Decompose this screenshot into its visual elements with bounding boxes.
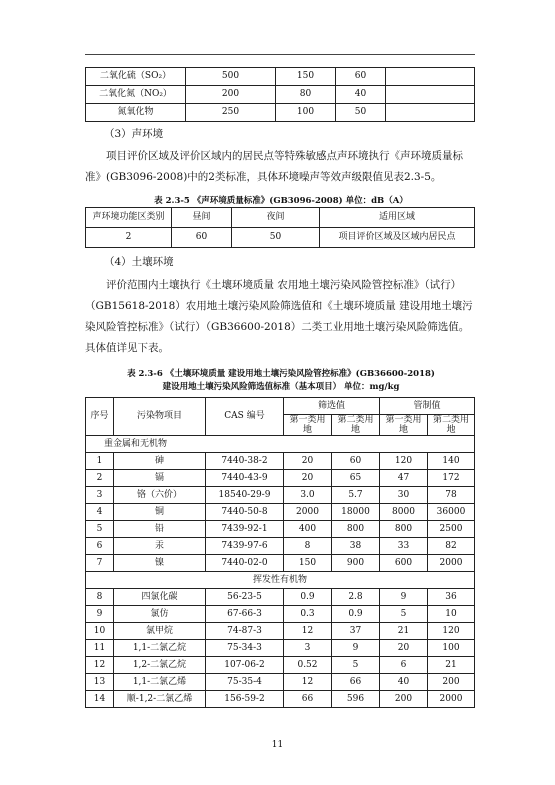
- air-quality-table-continued: [85, 67, 475, 122]
- table-cell: 0.9: [284, 589, 332, 606]
- table-cell: 7: [86, 555, 114, 572]
- col-header-cat1: 第一类用地: [380, 415, 428, 436]
- table-cell: 50: [232, 228, 320, 248]
- table-cell: 120: [428, 623, 475, 640]
- table-row: [86, 104, 475, 122]
- table-cell: 氮氧化物: [86, 104, 186, 122]
- table-cell: 596: [332, 691, 380, 708]
- table-cell: 7440-02-0: [206, 555, 284, 572]
- table-cell: 8: [284, 538, 332, 555]
- table-cell: 800: [380, 521, 428, 538]
- table-cell: 8000: [380, 504, 428, 521]
- table-row: [86, 589, 475, 606]
- table-cell: 10: [86, 623, 114, 640]
- table-cell: 2000: [284, 504, 332, 521]
- table-row: [86, 538, 475, 555]
- table-cell: 4: [86, 504, 114, 521]
- table-cell: 7439-97-6: [206, 538, 284, 555]
- table-row: [86, 68, 475, 86]
- table-cell: 铅: [114, 521, 206, 538]
- table-cell: 项目评价区域及区域内居民点: [320, 228, 475, 248]
- table-row: [86, 657, 475, 674]
- table-row: [86, 674, 475, 691]
- col-header-control: 管制值: [380, 398, 475, 415]
- table-cell: 10: [428, 606, 475, 623]
- table-cell: 500: [186, 68, 276, 86]
- table-cell: 四氯化碳: [114, 589, 206, 606]
- table-cell: 18540-29-9: [206, 487, 284, 504]
- table-cell: 铜: [114, 504, 206, 521]
- table-row: [86, 470, 475, 487]
- table-cell: 7440-50-8: [206, 504, 284, 521]
- table-cell-empty: [386, 104, 475, 122]
- col-header: 声环境功能区类别: [86, 208, 172, 228]
- table-row: [86, 691, 475, 708]
- table-cell: 60: [332, 453, 380, 470]
- table-cell: 1: [86, 453, 114, 470]
- group-heading-metals: 重金属和无机物: [86, 436, 475, 453]
- table-cell: 2: [86, 228, 172, 248]
- table-cell: 12: [284, 623, 332, 640]
- table-2-3-6-caption-line1: 表 2.3-6 《土壤环境质量 建设用地土壤污染风险管控标准》(GB36600-2018): [127, 369, 435, 379]
- section-heading-noise: （3）声环境: [104, 128, 164, 140]
- table-cell: 66: [332, 674, 380, 691]
- table-cell: 80: [276, 86, 336, 104]
- table-cell: 氯甲烷: [114, 623, 206, 640]
- noise-standard-table: [85, 207, 475, 248]
- table-cell: 9: [380, 589, 428, 606]
- table-cell: 9: [86, 606, 114, 623]
- table-cell: 氯仿: [114, 606, 206, 623]
- table-cell: 2000: [428, 555, 475, 572]
- table-cell: 65: [332, 470, 380, 487]
- table-cell: 镍: [114, 555, 206, 572]
- table-cell: 120: [380, 453, 428, 470]
- table-row: [86, 504, 475, 521]
- table-cell: 40: [336, 86, 386, 104]
- table-row: [86, 521, 475, 538]
- table-cell: 74-87-3: [206, 623, 284, 640]
- table-cell: 5: [86, 521, 114, 538]
- table-cell: 二氧化氮（NO₂）: [86, 86, 186, 104]
- table-cell: 6: [380, 657, 428, 674]
- table-cell: 60: [336, 68, 386, 86]
- table-cell: 47: [380, 470, 428, 487]
- table-row: [86, 453, 475, 470]
- table-cell: 砷: [114, 453, 206, 470]
- table-cell: 900: [332, 555, 380, 572]
- table-cell: 1,2-二氯乙烷: [114, 657, 206, 674]
- table-cell: 2500: [428, 521, 475, 538]
- table-cell: 3.0: [284, 487, 332, 504]
- table-row: [86, 555, 475, 572]
- col-header: 夜间: [232, 208, 320, 228]
- table-cell: 100: [428, 640, 475, 657]
- table-cell: 60: [172, 228, 232, 248]
- table-cell: 5: [332, 657, 380, 674]
- table-cell: 6: [86, 538, 114, 555]
- table-cell: 汞: [114, 538, 206, 555]
- table-cell: 82: [428, 538, 475, 555]
- table-cell: 1,1-二氯乙烷: [114, 640, 206, 657]
- table-cell: 150: [276, 68, 336, 86]
- table-cell: 107-06-2: [206, 657, 284, 674]
- table-cell: 0.3: [284, 606, 332, 623]
- table-cell: 200: [186, 86, 276, 104]
- table-cell: 600: [380, 555, 428, 572]
- table-cell: 3: [86, 487, 114, 504]
- table-cell: 铬（六价）: [114, 487, 206, 504]
- col-header-item: 污染物项目: [114, 398, 206, 436]
- col-header: 昼间: [172, 208, 232, 228]
- col-header-cas: CAS 编号: [206, 398, 284, 436]
- col-header-screening: 筛选值: [284, 398, 380, 415]
- table-cell: 5.7: [332, 487, 380, 504]
- table-cell: 1,1-二氯乙烯: [114, 674, 206, 691]
- table-cell: 172: [428, 470, 475, 487]
- table-cell: 156-59-2: [206, 691, 284, 708]
- table-cell: 20: [380, 640, 428, 657]
- table-cell: 2: [86, 470, 114, 487]
- table-cell: 0.9: [332, 606, 380, 623]
- table-cell: 8: [86, 589, 114, 606]
- table-cell: 7440-38-2: [206, 453, 284, 470]
- table-cell: 78: [428, 487, 475, 504]
- table-cell: 66: [284, 691, 332, 708]
- table-cell: 75-35-4: [206, 674, 284, 691]
- table-cell: 150: [284, 555, 332, 572]
- table-cell: 38: [332, 538, 380, 555]
- table-cell: 67-66-3: [206, 606, 284, 623]
- col-header-cat1: 第一类用地: [284, 415, 332, 436]
- table-cell: 7439-92-1: [206, 521, 284, 538]
- soil-paragraph: 评价范围内土壤执行《土壤环境质量 农用地土壤污染风险管控标准》（试行）（GB15618-2018）农用地土壤污染风险筛选值和《土壤环境质量 建设用地土壤污染风险管控标准》（试行）（GB36600-2018）二类工业用地土壤污染风险筛选值。具体值详见下表。: [85, 279, 473, 354]
- table-cell: 18000: [332, 504, 380, 521]
- table-cell: 20: [284, 470, 332, 487]
- table-cell: 11: [86, 640, 114, 657]
- col-header: 适用区域: [320, 208, 475, 228]
- table-row: [86, 86, 475, 104]
- table-cell: 0.52: [284, 657, 332, 674]
- table-cell: 100: [276, 104, 336, 122]
- table-cell: 40: [380, 674, 428, 691]
- table-row: [86, 606, 475, 623]
- table-cell: 30: [380, 487, 428, 504]
- section-heading-soil: （4）土壤环境: [104, 256, 174, 268]
- table-row: [86, 623, 475, 640]
- table-cell: 250: [186, 104, 276, 122]
- table-2-3-5-caption: 表 2.3-5 《声环境质量标准》(GB3096-2008) 单位：dB（A）: [154, 196, 408, 206]
- table-cell-empty: [386, 68, 475, 86]
- table-row: [86, 487, 475, 504]
- table-cell: 400: [284, 521, 332, 538]
- table-cell: 21: [380, 623, 428, 640]
- table-cell: 50: [336, 104, 386, 122]
- table-cell: 镉: [114, 470, 206, 487]
- group-heading-vocs: 挥发性有机物: [86, 572, 475, 589]
- table-cell: 顺-1,2-二氯乙烯: [114, 691, 206, 708]
- table-cell: 3: [284, 640, 332, 657]
- table-cell: 33: [380, 538, 428, 555]
- table-cell: 5: [380, 606, 428, 623]
- table-2-3-6-caption-line2: 建设用地土壤污染风险筛选值标准（基本项目） 单位：mg/kg: [162, 382, 400, 392]
- table-cell: 140: [428, 453, 475, 470]
- table-cell: 9: [332, 640, 380, 657]
- table-cell: 二氧化硫（SO₂）: [86, 68, 186, 86]
- col-header-no: 序号: [86, 398, 114, 436]
- header-rule: [85, 54, 475, 55]
- col-header-cat2: 第二类用地: [332, 415, 380, 436]
- table-cell: 14: [86, 691, 114, 708]
- table-cell: 37: [332, 623, 380, 640]
- table-cell: 75-34-3: [206, 640, 284, 657]
- table-row: [86, 640, 475, 657]
- col-header-cat2: 第二类用地: [428, 415, 475, 436]
- table-cell: 56-23-5: [206, 589, 284, 606]
- noise-paragraph: 项目评价区域及评价区域内的居民点等特殊敏感点声环境执行《声环境质量标准》(GB3096-2008)中的2类标准，具体环境噪声等效声级限值见表2.3-5。: [85, 150, 463, 183]
- table-cell: 200: [428, 674, 475, 691]
- table-cell: 36: [428, 589, 475, 606]
- table-cell: 36000: [428, 504, 475, 521]
- table-cell: 7440-43-9: [206, 470, 284, 487]
- table-cell: 20: [284, 453, 332, 470]
- table-cell: 13: [86, 674, 114, 691]
- table-cell: 200: [380, 691, 428, 708]
- table-cell: 12: [284, 674, 332, 691]
- table-cell-empty: [386, 86, 475, 104]
- page-number: 11: [271, 740, 284, 750]
- table-cell: 12: [86, 657, 114, 674]
- table-cell: 800: [332, 521, 380, 538]
- soil-screening-table: [85, 397, 475, 708]
- table-cell: 2.8: [332, 589, 380, 606]
- table-cell: 21: [428, 657, 475, 674]
- table-cell: 2000: [428, 691, 475, 708]
